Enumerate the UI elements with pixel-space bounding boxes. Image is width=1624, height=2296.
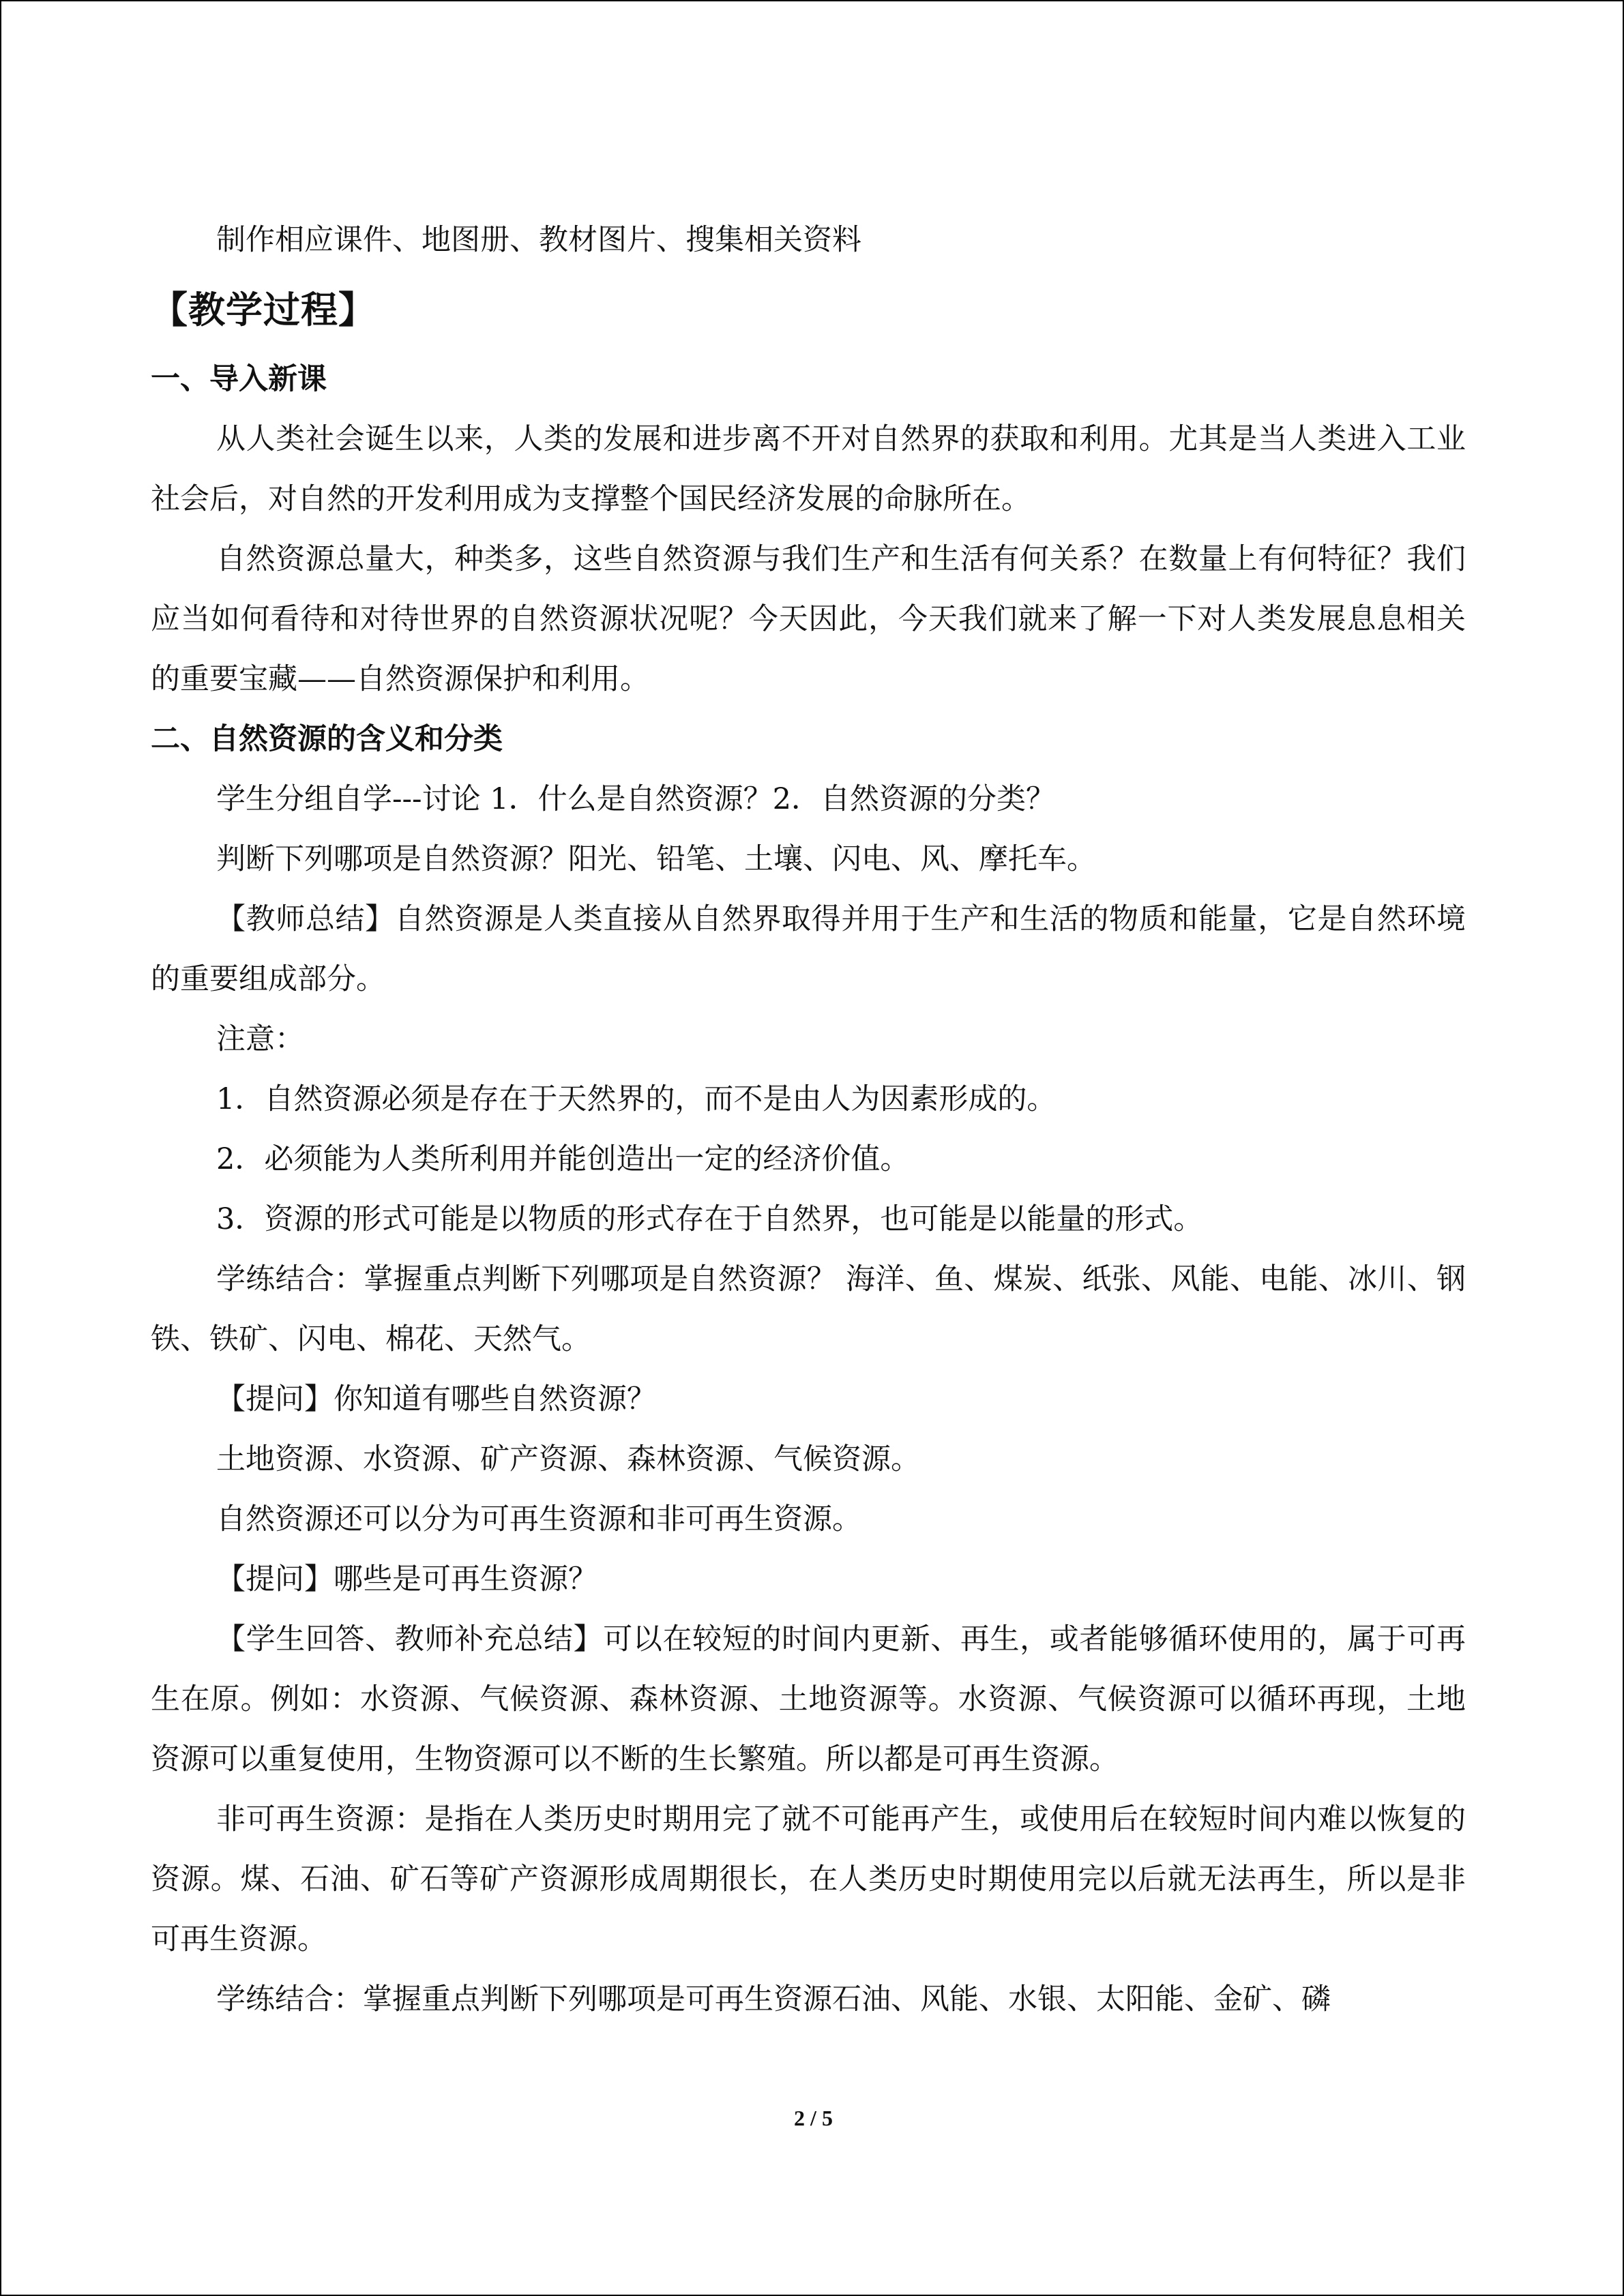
judge-question-line: 判断下列哪项是自然资源？阳光、铅笔、土壤、闪电、风、摩托车。 xyxy=(216,842,1096,876)
note-label: 注意： xyxy=(216,1022,304,1056)
note-item-3: 3．资源的形式可能是以物质的形式存在于自然界，也可能是以能量的形式。 xyxy=(216,1202,1203,1236)
practice-paragraph-2: 学练结合：掌握重点判断下列哪项是可再生资源石油、风能、水银、太阳能、金矿、磷 xyxy=(216,1982,1331,2016)
preparation-line: 制作相应课件、地图册、教材图片、搜集相关资料 xyxy=(216,223,861,257)
question-renewable: 【提问】哪些是可再生资源？ xyxy=(216,1562,597,1596)
paragraph-introduction-2: 自然资源总量大，种类多，这些自然资源与我们生产和生活有何关系？在数量上有何特征？我们应当如何看待和对待世界的自然资源状况呢？今天因此，今天我们就来了解一下对人类发展息息相关的重要宝藏——自然资源保护和利用。 xyxy=(151,542,1466,696)
classification-line: 自然资源还可以分为可再生资源和非可再生资源。 xyxy=(216,1502,861,1536)
paragraph-introduction-1: 从人类社会诞生以来，人类的发展和进步离不开对自然界的获取和利用。尤其是当人类进入工业社会后，对自然的开发利用成为支撑整个国民经济发展的命脉所在。 xyxy=(151,422,1466,516)
heading-introduction: 一、导入新课 xyxy=(151,362,327,396)
answer-natural-resources: 土地资源、水资源、矿产资源、森林资源、气候资源。 xyxy=(216,1442,920,1476)
document-body xyxy=(151,210,1466,2029)
note-item-2: 2．必须能为人类所利用并能创造出一定的经济价值。 xyxy=(216,1142,910,1176)
group-study-line: 学生分组自学---讨论 1．什么是自然资源？2．自然资源的分类？ xyxy=(216,782,1055,816)
renewable-summary-paragraph: 【学生回答、教师补充总结】可以在较短的时间内更新、再生，或者能够循环使用的，属于可再生在原。例如：水资源、气候资源、森林资源、土地资源等。水资源、气候资源可以循环再现，土地资源可以重复使用，生物资源可以不断的生长繁殖。所以都是可再生资源。 xyxy=(151,1622,1466,1776)
teacher-summary-paragraph: 【教师总结】自然资源是人类直接从自然界取得并用于生产和生活的物质和能量，它是自然环境的重要组成部分。 xyxy=(151,902,1466,996)
practice-paragraph-1: 学练结合：掌握重点判断下列哪项是自然资源？ 海洋、鱼、煤炭、纸张、风能、电能、冰川、钢铁、铁矿、闪电、棉花、天然气。 xyxy=(151,1262,1466,1356)
nonrenewable-paragraph: 非可再生资源：是指在人类历史时期用完了就不可能再产生，或使用后在较短时间内难以恢复的资源。煤、石油、矿石等矿产资源形成周期很长，在人类历史时期使用完以后就无法再生，所以是非可再生资源。 xyxy=(151,1802,1466,1956)
section-title-teaching-process: 【教学过程】 xyxy=(151,288,376,331)
note-item-1: 1．自然资源必须是存在于天然界的，而不是由人为因素形成的。 xyxy=(216,1082,1057,1116)
page-number: 2 / 5 xyxy=(794,2106,833,2130)
heading-definition-classification: 二、自然资源的含义和分类 xyxy=(151,722,503,756)
question-natural-resources: 【提问】你知道有哪些自然资源？ xyxy=(216,1382,656,1416)
